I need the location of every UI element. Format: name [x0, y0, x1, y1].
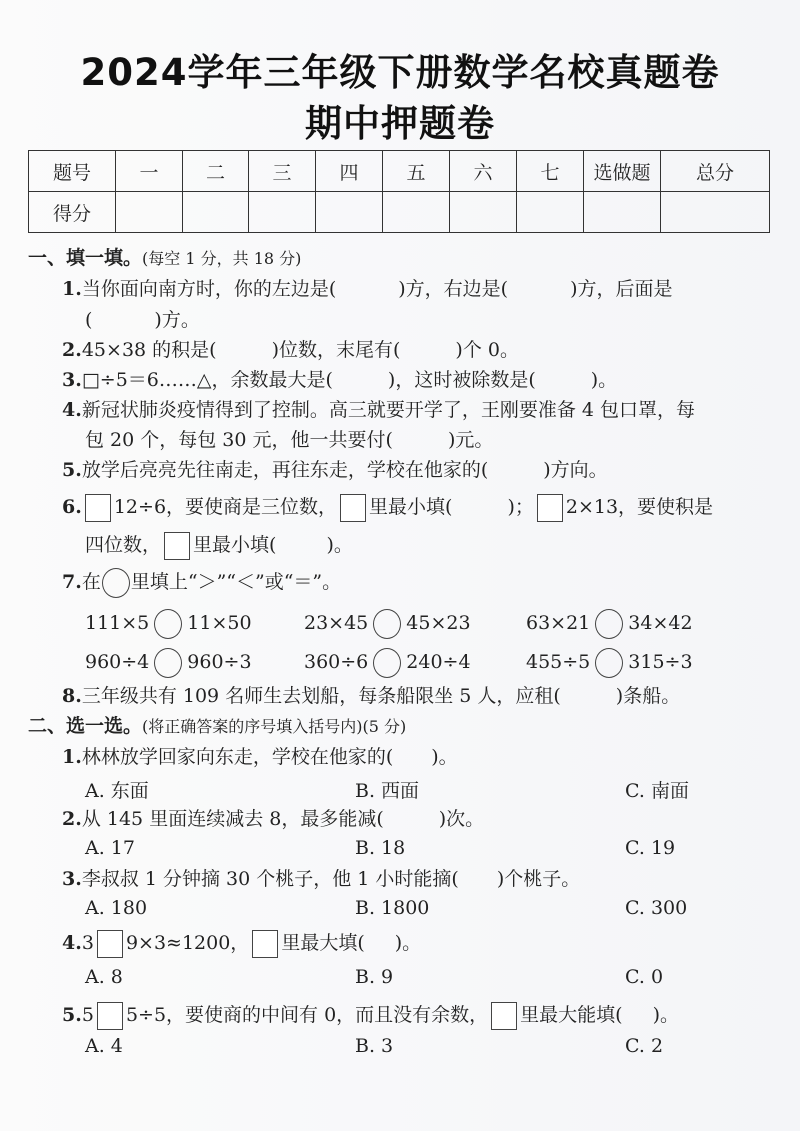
compare-item: [85, 609, 252, 639]
question-text: )；: [507, 496, 534, 518]
question-2-2: [62, 806, 484, 832]
exam-subtitle: 期中押题卷: [305, 102, 495, 145]
option-a[interactable]: A. 4: [85, 1035, 123, 1057]
score-table-header-row: [29, 151, 770, 192]
question-text: 放学后亮亮先往南走，再往东走，学校在他家的(: [81, 459, 489, 481]
question-text: 2×13，要使积是: [565, 496, 714, 518]
question-text: )次。: [438, 808, 485, 830]
question-text: 里最小填(: [193, 534, 277, 556]
question-text: 李叔叔 1 分钟摘 30 个桃子，他 1 小时能摘(: [81, 868, 459, 890]
fill-box[interactable]: [491, 1002, 517, 1030]
expression: 11×50: [187, 612, 252, 634]
compare-circle[interactable]: [373, 648, 401, 678]
expression: 315÷3: [628, 651, 693, 673]
header-cell: 六: [450, 151, 517, 192]
question-text: 里最大能填(: [520, 1004, 623, 1026]
option-b[interactable]: B. 1800: [355, 897, 430, 919]
expression: 34×42: [628, 612, 693, 634]
compare-circle[interactable]: [154, 648, 182, 678]
option-b[interactable]: B. 西面: [355, 780, 420, 802]
option-a[interactable]: A. 180: [85, 897, 148, 919]
option-b[interactable]: B. 18: [355, 837, 406, 859]
question-text: 5: [81, 1004, 94, 1026]
fill-box[interactable]: [97, 930, 123, 958]
option-c[interactable]: C. 南面: [625, 780, 689, 802]
score-cell[interactable]: [116, 192, 183, 233]
header-cell: 七: [517, 151, 584, 192]
question-text: 里最小填(: [369, 496, 453, 518]
score-cell[interactable]: [517, 192, 584, 233]
expression: 111×5: [85, 612, 150, 634]
question-text: 里最大填(: [281, 932, 365, 954]
score-table: [28, 150, 770, 233]
question-text: 在: [81, 571, 101, 593]
question-2-3: [62, 866, 580, 892]
header-cell: 五: [383, 151, 450, 192]
compare-circle[interactable]: [595, 609, 623, 639]
section1-note: (每空 1 分，共 18 分): [142, 249, 302, 268]
fill-box[interactable]: [252, 930, 278, 958]
expression: 360÷6: [304, 651, 369, 673]
question-text: 12÷6，要使商是三位数，: [113, 496, 338, 518]
header-cell: 四: [316, 151, 383, 192]
header-cell: 总分: [661, 151, 770, 192]
question-number: 8.: [62, 685, 82, 707]
expression: 23×45: [304, 612, 369, 634]
question-number: 3.: [62, 868, 82, 890]
question-text: 从 145 里面连续减去 8，最多能减(: [81, 808, 384, 830]
question-1-3: [62, 367, 617, 393]
question-text: )方。: [154, 309, 200, 331]
question-1-2: [62, 337, 519, 363]
compare-circle-icon: [102, 568, 130, 598]
question-1-4: [62, 397, 695, 423]
question-number: 5.: [62, 1004, 82, 1026]
option-b[interactable]: B. 9: [355, 966, 394, 988]
fill-box[interactable]: [97, 1002, 123, 1030]
expression: 240÷4: [406, 651, 471, 673]
score-cell[interactable]: [383, 192, 450, 233]
score-cell[interactable]: [249, 192, 316, 233]
question-number: 1.: [62, 746, 82, 768]
compare-item: [304, 609, 471, 639]
header-cell: 选做题: [584, 151, 661, 192]
question-text: 里填上“＞”“＜”或“＝”。: [130, 571, 342, 593]
score-cell[interactable]: [661, 192, 770, 233]
option-c[interactable]: C. 2: [625, 1035, 664, 1057]
header-cell: 题号: [29, 151, 116, 192]
question-text: □÷5＝6……△，余数最大是(: [81, 369, 333, 391]
question-text: )。: [590, 369, 618, 391]
question-number: 2.: [62, 339, 82, 361]
compare-item: [526, 648, 693, 678]
question-text: )。: [652, 1004, 680, 1026]
question-text: )位数，末尾有(: [271, 339, 401, 361]
question-1-8: [62, 683, 680, 709]
question-number: 5.: [62, 459, 82, 481]
question-text: )方，右边是(: [398, 278, 509, 300]
question-text: )元。: [447, 429, 494, 451]
question-number: 7.: [62, 571, 82, 593]
expression: 63×21: [526, 612, 591, 634]
question-text: )。: [394, 932, 422, 954]
question-text: 9×3≈1200，: [125, 932, 250, 954]
score-cell[interactable]: [316, 192, 383, 233]
expression: 45×23: [406, 612, 471, 634]
question-text: )，这时被除数是(: [387, 369, 536, 391]
section1-title: 一、填一填。: [28, 247, 143, 269]
question-text: 四位数，: [85, 534, 162, 556]
question-text: )个桃子。: [496, 868, 581, 890]
question-text: 包 20 个，每包 30 元，他一共要付(: [85, 429, 393, 451]
question-text: )方，后面是: [570, 278, 673, 300]
header-cell: 一: [116, 151, 183, 192]
expression: 960÷4: [85, 651, 150, 673]
question-number: 4.: [62, 399, 82, 421]
score-row-label: 得分: [29, 192, 116, 233]
score-cell[interactable]: [450, 192, 517, 233]
fill-box[interactable]: [340, 494, 366, 522]
question-number: 1.: [62, 278, 82, 300]
question-1-6: [62, 494, 713, 522]
question-number: 6.: [62, 496, 82, 518]
question-1-5: [62, 457, 608, 483]
fill-box[interactable]: [537, 494, 563, 522]
question-2-5: [62, 1002, 679, 1030]
question-text: 当你面向南方时，你的左边是(: [81, 278, 337, 300]
fill-box[interactable]: [164, 532, 190, 560]
question-text: )个 0。: [455, 339, 519, 361]
score-table-score-row: [29, 192, 770, 233]
question-text: )。: [326, 534, 353, 556]
question-text: )方向。: [543, 459, 608, 481]
compare-item: [526, 609, 693, 639]
question-text: 5÷5，要使商的中间有 0，而且没有余数，: [125, 1004, 489, 1026]
question-text: 3: [81, 932, 94, 954]
option-a[interactable]: A. 17: [85, 837, 135, 859]
header-cell: 二: [183, 151, 249, 192]
question-2-4: [62, 930, 421, 958]
score-cell[interactable]: [183, 192, 249, 233]
question-text: 45×38 的积是(: [81, 339, 217, 361]
question-1-1: [62, 276, 673, 302]
compare-circle[interactable]: [154, 609, 182, 639]
section2-title: 二、选一选。: [28, 715, 143, 737]
option-a[interactable]: A. 8: [85, 966, 123, 988]
exam-title: 2024学年三年级下册数学名校真题卷: [80, 51, 720, 94]
expression: 455÷5: [526, 651, 591, 673]
option-c[interactable]: C. 300: [625, 897, 688, 919]
question-2-1: [62, 744, 458, 770]
question-number: 2.: [62, 808, 82, 830]
compare-item: [304, 648, 471, 678]
option-a[interactable]: A. 东面: [85, 780, 149, 802]
question-text: 新冠状肺炎疫情得到了控制。高三就要开学了，王刚要准备 4 包口罩，每: [81, 399, 696, 421]
question-text: (: [85, 309, 93, 331]
question-text: )。: [431, 746, 458, 768]
section2-heading: [28, 713, 406, 740]
expression: 960÷3: [187, 651, 252, 673]
question-text: 三年级共有 109 名师生去划船，每条船限坐 5 人，应租(: [81, 685, 561, 707]
question-text: )条船。: [615, 685, 681, 707]
option-c[interactable]: C. 19: [625, 837, 676, 859]
question-1-7: [62, 568, 341, 598]
section1-heading: [28, 245, 301, 272]
question-1-1-cont: [85, 307, 200, 333]
question-number: 4.: [62, 932, 82, 954]
option-b[interactable]: B. 3: [355, 1035, 394, 1057]
compare-circle[interactable]: [595, 648, 623, 678]
compare-circle[interactable]: [373, 609, 401, 639]
header-cell: 三: [249, 151, 316, 192]
question-text: 林林放学回家向东走，学校在他家的(: [81, 746, 394, 768]
fill-box[interactable]: [85, 494, 111, 522]
compare-item: [85, 648, 252, 678]
question-1-6-cont: [85, 532, 353, 560]
section2-note: (将正确答案的序号填入括号内)(5 分): [142, 717, 407, 736]
score-cell[interactable]: [584, 192, 661, 233]
question-number: 3.: [62, 369, 82, 391]
question-1-4-cont: [85, 427, 493, 453]
option-c[interactable]: C. 0: [625, 966, 664, 988]
